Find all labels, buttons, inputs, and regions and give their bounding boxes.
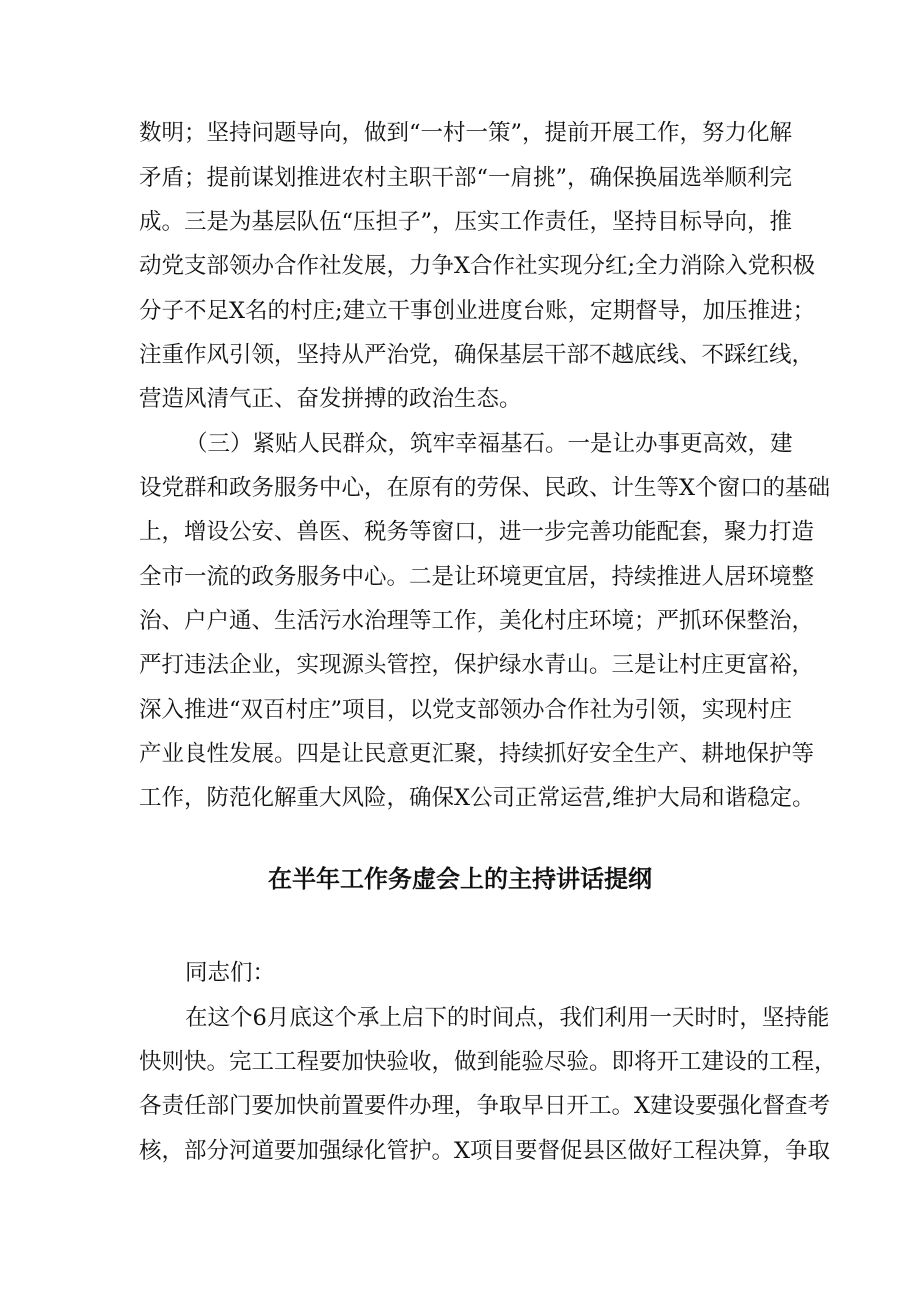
paragraph-line: 快则快。完工工程要加快验收，做到能验尽验。即将开工建设的工程， xyxy=(139,1049,837,1075)
paragraph-line: 各责任部门要加快前置要件办理，争取早日开工。X建设要强化督查考 xyxy=(139,1093,831,1119)
paragraph-line: 全市一流的政务服务中心。二是让环境更宜居，持续推进人居环境整 xyxy=(139,564,815,590)
paragraph-line: 矛盾；提前谋划推进农村主职干部“一肩挑”，确保换届选举顺利完 xyxy=(139,165,793,191)
paragraph-line: 工作，防范化解重大风险，确保X公司正常运营,维护大局和谐稳定。 xyxy=(139,785,815,811)
paragraph-line: 成。三是为基层队伍“压担子”，压实工作责任，坚持目标导向，推 xyxy=(139,209,793,235)
paragraph-line: 注重作风引领，坚持从严治党，确保基层干部不越底线、不踩红线， xyxy=(139,342,815,368)
paragraph-line: 治、户户通、生活污水治理等工作，美化村庄环境；严抓环保整治， xyxy=(139,608,815,634)
paragraph-line: 数明；坚持问题导向，做到“一村一策”，提前开展工作，努力化解 xyxy=(139,120,793,146)
paragraph-line: 严打违法企业，实现源头管控，保护绿水青山。三是让村庄更富裕， xyxy=(139,652,815,678)
paragraph-line: （三）紧贴人民群众，筑牢幸福基石。一是让办事更高效，建 xyxy=(185,431,793,457)
paragraph-line: 核，部分河道要加强绿化管护。X项目要督促县区做好工程决算，争取 xyxy=(139,1138,831,1164)
greeting: 同志们： xyxy=(185,960,276,986)
paragraph-line: 产业良性发展。四是让民意更汇聚，持续抓好安全生产、耕地保护等 xyxy=(139,741,815,767)
paragraph-line: 营造风清气正、奋发拼搏的政治生态。 xyxy=(139,386,522,412)
paragraph-line: 深入推进“双百村庄”项目，以党支部领办合作社为引领，实现村庄 xyxy=(139,697,793,723)
paragraph-line: 设党群和政务服务中心，在原有的劳保、民政、计生等X个窗口的基础 xyxy=(139,475,831,501)
paragraph-line: 在这个6月底这个承上启下的时间点，我们利用一天时时，坚持能 xyxy=(185,1005,830,1031)
paragraph-line: 动党支部领办合作社发展，力争X合作社实现分红;全力消除入党积极 xyxy=(139,253,816,279)
paragraph-line: 上，增设公安、兽医、税务等窗口，进一步完善功能配套，聚力打造 xyxy=(139,519,815,545)
article-title: 在半年工作务虚会上的主持讲话提纲 xyxy=(268,865,652,893)
paragraph-line: 分子不足X名的村庄;建立干事创业进度台账，定期督导，加压推进； xyxy=(139,298,816,324)
